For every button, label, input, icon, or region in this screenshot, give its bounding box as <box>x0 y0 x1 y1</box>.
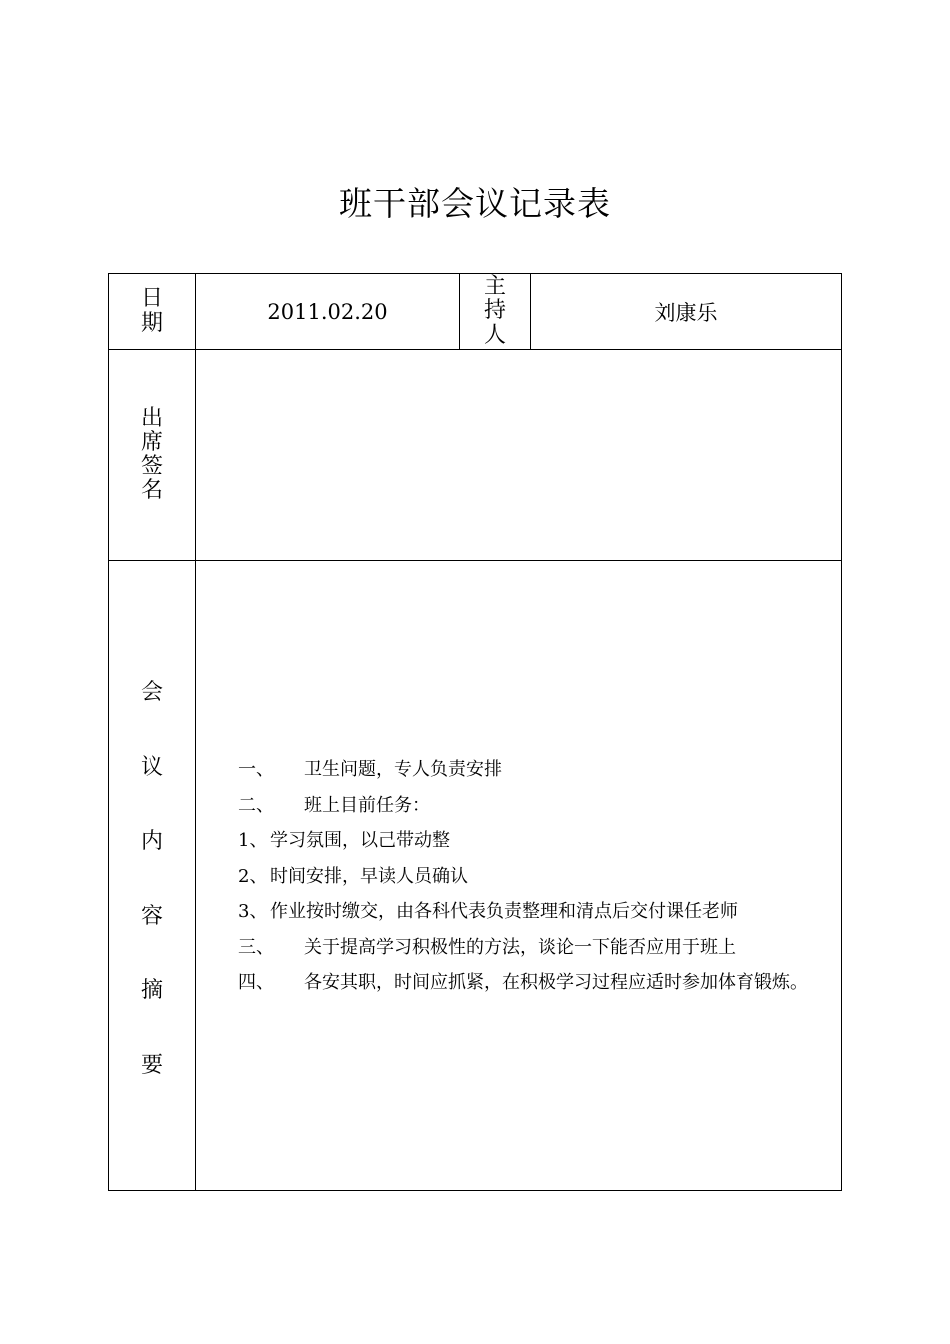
list-item <box>238 894 808 930</box>
item-number: 一、 <box>238 759 274 780</box>
item-text: 卫生问题，专人负责安排 <box>304 759 502 780</box>
summary-label-char: 摘 <box>140 978 163 1003</box>
item-number: 四、 <box>238 972 274 993</box>
list-item <box>238 930 808 966</box>
attendance-label-cell <box>108 349 196 561</box>
host-label-cell <box>459 273 531 350</box>
host-label-char: 主 <box>483 274 506 300</box>
summary-label-char: 会 <box>140 680 163 705</box>
date-value-cell <box>195 273 460 350</box>
list-item <box>238 788 808 824</box>
summary-label-cell <box>108 560 196 1191</box>
summary-label-char: 容 <box>140 903 163 929</box>
list-item <box>238 965 808 1001</box>
host-value-cell <box>530 273 842 350</box>
item-number: 2、 <box>238 865 268 887</box>
item-text: 各安其职，时间应抓紧，在积极学习过程应适时参加体育锻炼。 <box>304 972 808 993</box>
item-number: 三、 <box>238 936 274 958</box>
date-label-char: 期 <box>140 310 163 336</box>
item-text: 学习氛围，以己带动整 <box>270 830 450 851</box>
item-text: 关于提高学习积极性的方法，谈论一下能否应用于班上 <box>304 936 736 958</box>
summary-label-char: 议 <box>140 754 163 780</box>
list-item <box>238 823 808 859</box>
attendance-label-char: 席 <box>140 429 163 455</box>
host-label-char: 持 <box>483 298 506 324</box>
attendance-label-char: 签 <box>140 454 163 479</box>
list-item <box>238 752 808 788</box>
list-item <box>238 859 808 895</box>
date-label-char: 日 <box>140 286 163 312</box>
item-text: 时间安排，早读人员确认 <box>270 865 468 887</box>
attendance-label-char: 名 <box>140 478 163 504</box>
item-text: 班上目前任务： <box>304 794 430 816</box>
date-label-cell <box>108 273 196 350</box>
page-title: 班干部会议记录表 <box>339 184 611 223</box>
item-text: 作业按时缴交，由各科代表负责整理和清点后交付课任老师 <box>270 901 738 922</box>
item-number: 3、 <box>238 901 268 922</box>
summary-label-char: 要 <box>140 1052 163 1078</box>
summary-label-char: 内 <box>140 829 163 854</box>
summary-label-column <box>109 675 195 1122</box>
item-number: 1、 <box>238 830 268 851</box>
date-value: 2011.02.20 <box>267 299 388 324</box>
item-number: 二、 <box>238 794 274 816</box>
host-value: 刘康乐 <box>654 300 718 325</box>
attendance-label-char: 出 <box>140 405 163 431</box>
host-label-char: 人 <box>483 322 506 348</box>
summary-content <box>238 752 808 1001</box>
attendance-signature-cell <box>195 349 842 561</box>
